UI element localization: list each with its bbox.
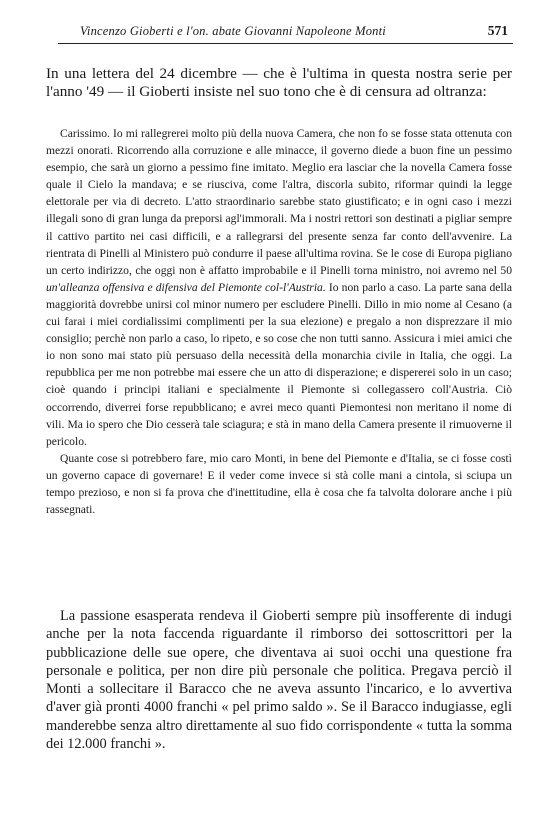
letter-paragraph-2: Quante cose si potrebbero fare, mio caro Monti, in bene del Piemonte e d'Italia, se ci fosse costì un governo capace di governare! E il veder come invece si stà colle mani a cintola, si sciupa un tempo prezioso, e non si fa prova che d'inettitudine, ella è cosa che fa talvolta dolorare anche i più rassegnati. bbox=[46, 451, 512, 517]
letter-paragraph-1 bbox=[46, 125, 512, 450]
closing-section bbox=[46, 607, 512, 753]
header-rule bbox=[58, 43, 513, 44]
running-title: Vincenzo Gioberti e l'on. abate Giovanni Napoleone Monti bbox=[80, 24, 386, 38]
page-number: 571 bbox=[487, 23, 508, 38]
page-header bbox=[0, 24, 550, 44]
letter-emphasis: un'alleanza offensiva e difensiva del Piemonte col-l'Austria. bbox=[46, 280, 326, 294]
letter-quotation bbox=[46, 125, 512, 518]
intro-paragraph: In una lettera del 24 dicembre — che è l'ultima in questa nostra serie per l'anno '49 — il Gioberti insiste nel suo tono che è di censura ad oltranza: bbox=[46, 65, 512, 100]
letter-text-a: Carissimo. Io mi rallegrerei molto più della nuova Camera, che non fo se fosse stata ottenuta con mezzi onorati. Ricorrendo alla corruzione e alle minacce, il governo diede a buon fine un pessimo esempio, che sarà un giorno a pessimo fine imitato. Meglio era lasciar che la novella Camera fosse quale il Cielo la mandava; e se riusciva, come l'altra, discorla subito, riformar quindi la legge elettorale per via di decreto. L'atto straordinario sarebbe stato giustificato; e in ogni caso i mezzi illegali sono di gran lunga da preporsi agl'immorali. Ma i nostri rettori son destinati a pigliar sempre il cattivo partito nei casi difficili, e a rallegrarsi del presente senza far conto dell'avvenire. La rientrata di Pinelli al Ministero può condurre il paese all'ultima rovina. Se le cose di Europa pigliano un certo indirizzo, che oggi non è affatto improbabile e il Pinelli torna ministro, noi avremo nel 50 bbox=[46, 127, 512, 277]
closing-paragraph: La passione esasperata rendeva il Gioberti sempre più insofferente di indugi anche per la nota faccenda riguardante il rimborso dei sottoscrittori per la pubblicazione delle sue opere, che diventava ai suoi occhi una questione fra personale e politica, per non dire più personale che politica. Pregava perciò il Monti a sollecitare il Baracco che ne aveva assunto l'incarico, e lo avvertiva d'aver già pronti 4000 franchi « pel primo saldo ». Se il Baracco indugiasse, egli manderebbe senza altro direttamente al suo fido corrispondente « tutta la somma dei 12.000 franchi ». bbox=[46, 608, 512, 753]
letter-text-b: Io non parlo a caso. La parte sana della maggiorità dovrebbe unirsi col minor numero per escludere Pinelli. Dillo in mio nome al Cesano (a cui farai i miei cordialissimi complimenti per la sua elezione) e pregalo a non disprezzare il mio consiglio; perchè non parlo a caso, lo ripeto, e so cose che non tutti sanno. Assicura i miei amici che io non sono mai stato più persuaso della necessità della monarchia civile in Italia, che oggi. La repubblica per me non potrebbe mai essere che un atto di disperazione; e dispererei solo in un caso; cioè quando i principi italiani e specialmente il Piemonte si collegassero coll'Austria. Ciò occorrendo, diverrei forse repubblicano; e avrei meco quanti Piemontesi non meritano il nome di vili. Ma io spero che Dio cesserà tale sciagura; e stà in mano della Camera presente il rimuoverne il pericolo. bbox=[46, 280, 512, 448]
